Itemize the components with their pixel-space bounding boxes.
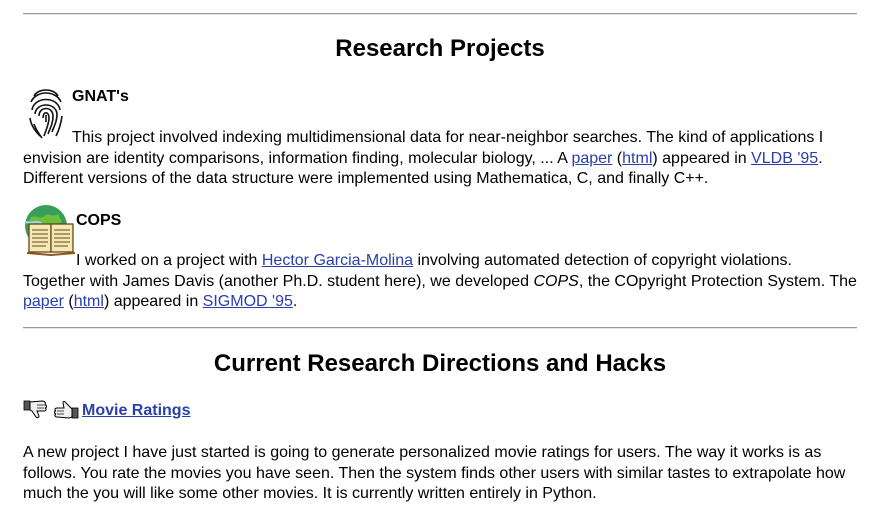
cops-html-link[interactable]: html bbox=[73, 293, 104, 310]
top-divider bbox=[23, 13, 857, 15]
cops-text-4: ( bbox=[63, 293, 74, 310]
gnats-text-4: . Different versions of the data structure were implemented using Mathematica, C, and finally C++. bbox=[23, 149, 823, 187]
research-projects-heading: Research Projects bbox=[335, 35, 545, 62]
cops-paper-link[interactable]: paper bbox=[23, 293, 64, 310]
cops-text-6: . bbox=[292, 293, 298, 310]
cops-title: COPS bbox=[76, 212, 122, 229]
movie-ratings-description: A new project I have just started is going to generate personalized movie ratings for users. The way it works is as follows. You rate the movies you have seen. Then the system finds other users with similar tastes to extrapolate how much the you will like some other movies. It is currently written entirely in Python. bbox=[23, 444, 846, 502]
cops-sigmod-link[interactable]: SIGMOD '95 bbox=[202, 293, 293, 310]
gnats-html-link[interactable]: html bbox=[622, 149, 653, 167]
gnats-paper-link[interactable]: paper bbox=[571, 149, 613, 167]
cops-text-3: , the COpyright Protection System. The bbox=[578, 272, 857, 290]
movie-ratings-link[interactable]: Movie Ratings bbox=[82, 402, 191, 419]
gnats-text-1: This project involved indexing multidimensional data for near-neighbor searches. The kind of applications I envision are identity comparisons, information finding, molecular biology, ... A bbox=[23, 129, 824, 167]
cops-text-1: I worked on a project with bbox=[76, 252, 262, 269]
gnats-description bbox=[23, 128, 857, 190]
cops-description bbox=[23, 251, 857, 313]
thumbs-up-icon bbox=[53, 400, 79, 425]
middle-divider bbox=[23, 327, 857, 329]
cops-name: COPS bbox=[533, 272, 579, 290]
gnats-title: GNAT's bbox=[72, 88, 129, 105]
cops-person-link[interactable]: Hector Garcia-Molina bbox=[261, 252, 414, 269]
gnats-text-2: ( bbox=[612, 149, 623, 167]
cops-text-2: involving automated detection of copyright violations. Together with James Davis (another Ph.D. student here), we developed bbox=[23, 252, 792, 290]
gnats-text-3: ) appeared in bbox=[652, 149, 752, 167]
current-research-heading: Current Research Directions and Hacks bbox=[213, 350, 667, 377]
thumbs-down-icon bbox=[23, 399, 49, 424]
gnats-vldb-link[interactable]: VLDB '95 bbox=[751, 149, 819, 167]
cops-text-5: ) appeared in bbox=[103, 293, 203, 310]
